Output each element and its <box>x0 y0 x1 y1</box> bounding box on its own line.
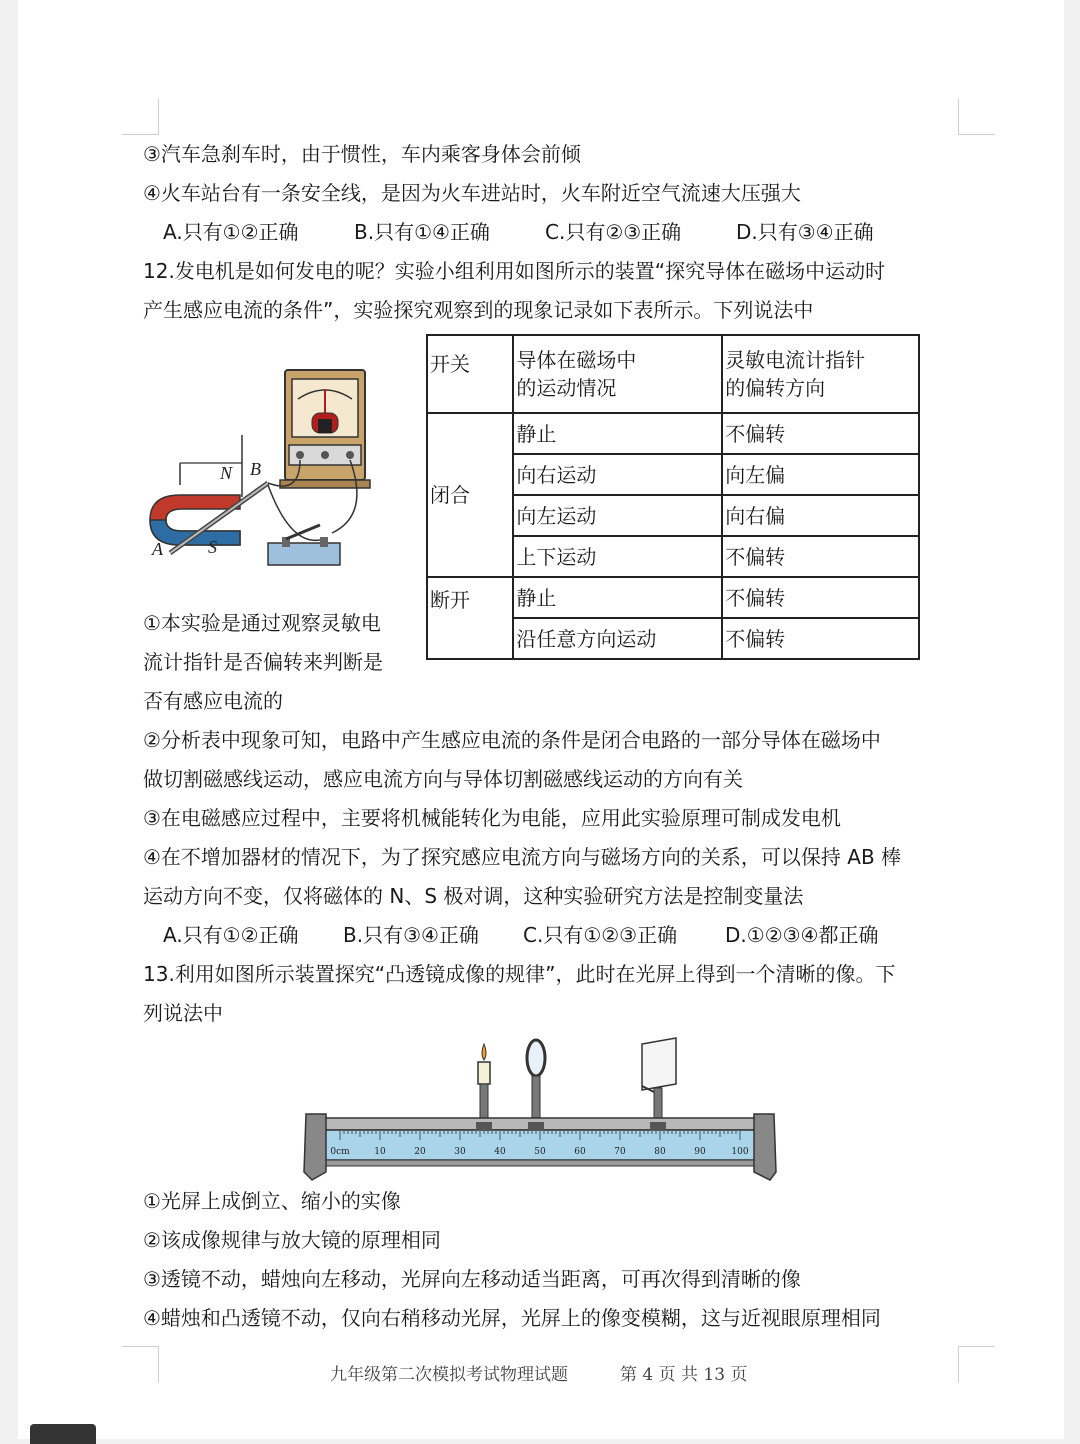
motion-cell: 向左运动 <box>513 495 722 536</box>
scale-label: 30 <box>454 1147 466 1157</box>
q11-option-c: C.只有②③正确 <box>545 220 682 244</box>
q12-statement-2-line2: 做切割磁感线运动，感应电流方向与导体切割磁感线运动的方向有关 <box>143 767 743 791</box>
motion-cell: 沿任意方向运动 <box>513 618 722 659</box>
deflection-cell: 不偏转 <box>722 413 919 454</box>
footer-title: 九年级第二次模拟考试物理试题 <box>330 1365 568 1385</box>
document-page <box>18 0 1064 1439</box>
crop-mark-bottom-right <box>958 1346 995 1383</box>
motion-cell: 静止 <box>513 413 722 454</box>
q13-statement-4: ④蜡烛和凸透镜不动，仅向右稍移动光屏，光屏上的像变模糊，这与近视眼原理相同 <box>143 1306 881 1330</box>
q13-stem-line2: 列说法中 <box>143 1001 223 1025</box>
q12-option-a: A.只有①②正确 <box>163 923 299 947</box>
scale-label: 20 <box>414 1147 426 1157</box>
header-motion-line2: 的运动情况 <box>516 376 617 400</box>
scale-label: 90 <box>694 1147 706 1157</box>
motion-cell: 向右运动 <box>513 454 722 495</box>
induction-apparatus-figure <box>140 365 390 575</box>
header-deflection <box>722 335 919 413</box>
label-b: B <box>250 459 261 479</box>
scale-label: 70 <box>614 1147 626 1157</box>
crop-mark-top-left <box>122 98 159 135</box>
deflection-cell: 不偏转 <box>722 577 919 618</box>
deflection-cell: 不偏转 <box>722 618 919 659</box>
header-motion <box>513 335 722 413</box>
q13-statement-1: ①光屏上成倒立、缩小的实像 <box>143 1189 401 1213</box>
q12-statement-1-line3: 否有感应电流的 <box>143 689 283 713</box>
q12-statement-2-line1: ②分析表中现象可知，电路中产生感应电流的条件是闭合电路的一部分导体在磁场中 <box>143 728 881 752</box>
q12-statement-4-line1: ④在不增加器材的情况下，为了探究感应电流方向与磁场方向的关系，可以保持 AB 棒 <box>143 845 902 869</box>
statement-3-q11: ③汽车急刹车时，由于惯性，车内乘客身体会前倾 <box>143 142 581 166</box>
deflection-cell: 向右偏 <box>722 495 919 536</box>
motion-cell: 静止 <box>513 577 722 618</box>
optical-bench-figure <box>300 1036 780 1184</box>
scale-label: 80 <box>654 1147 666 1157</box>
scale-label: 10 <box>374 1147 386 1157</box>
q12-stem-line2: 产生感应电流的条件”，实验探究观察到的现象记录如下表所示。下列说法中 <box>143 298 814 322</box>
q12-stem-line1: 12.发电机是如何发电的呢？实验小组利用如图所示的装置“探究导体在磁场中运动时 <box>143 259 886 283</box>
table-row <box>427 577 919 618</box>
crop-mark-bottom-left <box>122 1346 159 1383</box>
header-deflection-line1: 灵敏电流计指针 <box>725 348 866 372</box>
q12-options <box>163 921 923 949</box>
switch-open: 断开 <box>427 577 513 659</box>
scale-label: 60 <box>574 1147 586 1157</box>
q12-statement-3: ③在电磁感应过程中，主要将机械能转化为电能，应用此实验原理可制成发电机 <box>143 806 841 830</box>
q13-statement-2: ②该成像规律与放大镜的原理相同 <box>143 1228 441 1252</box>
bottom-tab <box>30 1424 96 1444</box>
statement-4-q11: ④火车站台有一条安全线，是因为火车进站时，火车附近空气流速大压强大 <box>143 181 801 205</box>
footer-page-number: 第 4 页 共 13 页 <box>620 1365 748 1385</box>
scale-label: 50 <box>534 1147 546 1157</box>
q12-option-c: C.只有①②③正确 <box>523 923 678 947</box>
q12-statement-1-line1: ①本实验是通过观察灵敏电 <box>143 611 381 635</box>
q12-option-d: D.①②③④都正确 <box>725 923 879 947</box>
scale-label: 0cm <box>330 1147 350 1157</box>
q12-statement-1-line2: 流计指针是否偏转来判断是 <box>143 650 383 674</box>
label-n: N <box>220 463 233 483</box>
deflection-cell: 向左偏 <box>722 454 919 495</box>
experiment-table <box>426 334 920 660</box>
header-motion-line1: 导体在磁场中 <box>516 348 637 372</box>
crop-mark-top-right <box>958 98 995 135</box>
q11-options <box>163 218 923 246</box>
deflection-cell: 不偏转 <box>722 536 919 577</box>
header-switch: 开关 <box>427 335 513 413</box>
q12-statement-4-line2: 运动方向不变，仅将磁体的 N、S 极对调，这种实验研究方法是控制变量法 <box>143 884 804 908</box>
q11-option-a: A.只有①②正确 <box>163 220 299 244</box>
motion-cell: 上下运动 <box>513 536 722 577</box>
q13-statement-3: ③透镜不动，蜡烛向左移动，光屏向左移动适当距离，可再次得到清晰的像 <box>143 1267 801 1291</box>
header-deflection-line2: 的偏转方向 <box>725 376 826 400</box>
switch-closed: 闭合 <box>427 413 513 577</box>
scale-label: 40 <box>494 1147 506 1157</box>
q11-option-d: D.只有③④正确 <box>736 220 874 244</box>
label-a: A <box>152 539 163 559</box>
label-s: S <box>208 537 217 557</box>
q13-stem-line1: 13.利用如图所示装置探究“凸透镜成像的规律”，此时在光屏上得到一个清晰的像。下 <box>143 962 896 986</box>
table-row <box>427 413 919 454</box>
table-header-row <box>427 335 919 413</box>
q12-option-b: B.只有③④正确 <box>343 923 479 947</box>
q11-option-b: B.只有①④正确 <box>354 220 490 244</box>
scale-label: 100 <box>731 1147 749 1157</box>
